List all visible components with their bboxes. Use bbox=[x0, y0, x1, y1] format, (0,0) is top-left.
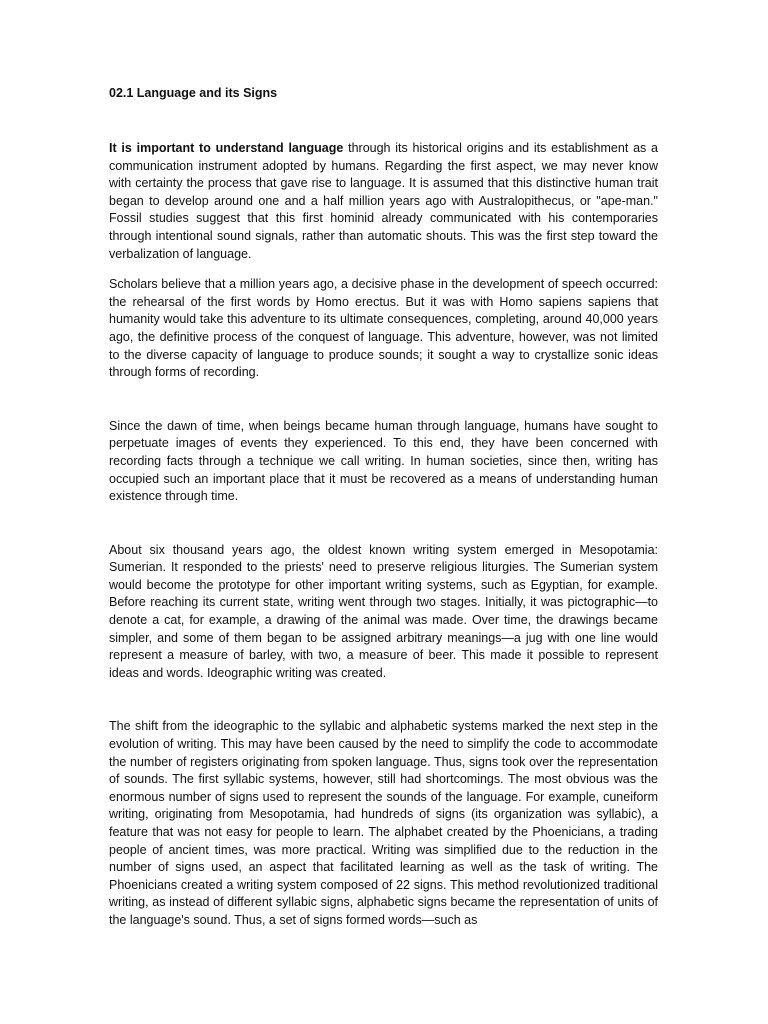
paragraph-1 bbox=[109, 140, 658, 263]
section-title: 02.1 Language and its Signs bbox=[109, 86, 278, 100]
document-page bbox=[109, 84, 658, 930]
paragraph-3: Since the dawn of time, when beings became human through language, humans have sought to perpetuate images of events they experienced. To this end, they have been concerned with recording facts through a technique we call writing. In human societies, since then, writing has occupied such an important place that it must be recovered as a means of understanding human existence through time. bbox=[109, 418, 658, 504]
paragraph-4: About six thousand years ago, the oldest known writing system emerged in Mesopotamia: Sumerian. It responded to the priests' need to preserve religious liturgies. The Sumerian system would become the prototype for other important writing systems, such as Egyptian, for example. Before reaching its current state, writing went through two stages. Initially, it was pictographic—to denote a cat, for example, a drawing of the animal was made. Over time, the drawings became simpler, and some of them began to be assigned arbitrary meanings—a jug with one line would represent a measure of barley, with two, a measure of beer. This made it possible to represent ideas and words. Ideographic writing was created. bbox=[109, 542, 658, 680]
paragraph-1-text: through its historical origins and its establishment as a communication instrument adopted by humans. Regarding the first aspect, we may never know with certainty the process that gave rise to language. It is assumed that this distinctive human trait began to develop around one and a half million years ago with Australopithecus, or "ape-man." Fossil studies suggest that this first hominid already communicated with his contemporaries through intentional sound signals, rather than automatic shouts. This was the first step toward the verbalization of language. bbox=[109, 141, 658, 261]
paragraph-1-lead: It is important to understand language bbox=[109, 141, 344, 155]
paragraph-5: The shift from the ideographic to the syllabic and alphabetic systems marked the next step in the evolution of writing. This may have been caused by the need to simplify the code to accommodate the number of registers originating from spoken language. Thus, signs took over the representation of sounds. The first syllabic systems, however, still had shortcomings. The most obvious was the enormous number of signs used to represent the sounds of the language. For example, cuneiform writing, originating from Mesopotamia, had hundreds of signs (its organization was syllabic), a feature that was not easy for people to learn. The alphabet created by the Phoenicians, a trading people of ancient times, was more practical. Writing was simplified due to the reduction in the number of signs used, an aspect that facilitated learning as well as the task of writing. The Phoenicians created a writing system composed of 22 signs. This method revolutionized traditional writing, as instead of different syllabic signs, alphabetic signs became the representation of units of the language's sound. Thus, a set of signs formed words—such as bbox=[109, 719, 658, 927]
paragraph-2: Scholars believe that a million years ago, a decisive phase in the development of speech occurred: the rehearsal of the first words by Homo erectus. But it was with Homo sapiens sapiens that humanity would take this adventure to its ultimate consequences, completing, around 40,000 years ago, the definitive process of the conquest of language. This adventure, however, was not limited to the diverse capacity of language to produce sounds; it sought a way to crystallize sonic ideas through forms of recording. bbox=[109, 277, 658, 380]
